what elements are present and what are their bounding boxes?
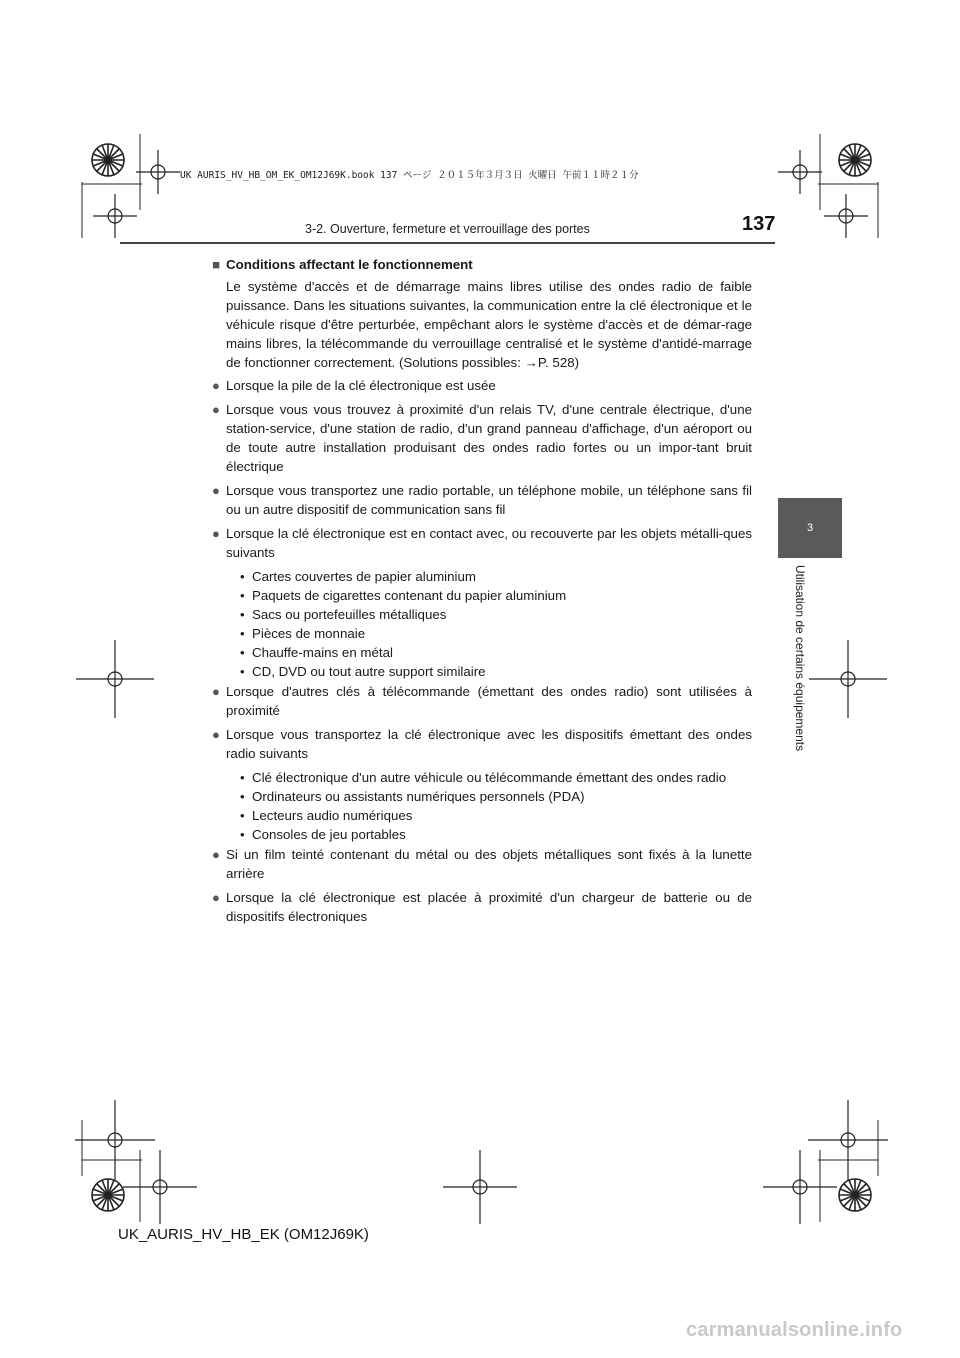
dot-bullet: • — [240, 607, 245, 622]
list-item-text: Lorsque la clé électronique est placée à proximité d'un chargeur de batterie ou de dispositifs électroniques — [226, 890, 752, 924]
section-header-title: 3-2. Ouverture, fermeture et verrouillage des portes — [305, 222, 590, 236]
dot-bullet: • — [240, 770, 245, 785]
list-item — [212, 725, 752, 763]
round-bullet-icon: ● — [212, 402, 220, 417]
square-bullet-icon: ■ — [212, 257, 221, 272]
round-bullet-icon: ● — [212, 684, 220, 699]
watermark-logo: carmanualsonline.info — [686, 1319, 903, 1341]
crosshair-mark — [763, 1150, 837, 1224]
dot-bullet: • — [240, 827, 245, 842]
sublist-item-text: Lecteurs audio numériques — [252, 808, 413, 823]
section-heading-text: Conditions affectant le fonctionnement — [226, 257, 473, 272]
crosshair-mark — [778, 150, 822, 194]
round-bullet-icon: ● — [212, 847, 220, 862]
chapter-number: 3 — [806, 522, 814, 534]
dot-bullet: • — [240, 626, 245, 641]
header-rule — [120, 242, 775, 244]
dot-bullet: • — [240, 789, 245, 804]
sublist-item — [240, 586, 752, 605]
starburst-mark-tl — [92, 144, 124, 176]
main-content — [212, 255, 752, 931]
round-bullet-icon: ● — [212, 890, 220, 905]
crosshair-mark — [824, 194, 868, 238]
page-number: 137 — [742, 213, 776, 235]
sublist-item-text: Sacs ou portefeuilles métalliques — [252, 607, 447, 622]
crosshair-mark — [93, 194, 137, 238]
round-bullet-icon: ● — [212, 378, 220, 393]
list-item-text: Lorsque vous transportez une radio portable, un téléphone mobile, un téléphone sans fil ou un autre dispositif de communication sans fil — [226, 483, 752, 517]
sublist-item-text: Consoles de jeu portables — [252, 827, 406, 842]
sublist-item — [240, 624, 752, 643]
round-bullet-icon: ● — [212, 727, 220, 742]
sublist-item-text: Pièces de monnaie — [252, 626, 366, 641]
list-item-text: Lorsque vous transportez la clé électronique avec les dispositifs émettant des ondes radio suivants — [226, 727, 752, 761]
list-item — [212, 481, 752, 519]
sublist-item — [240, 662, 752, 681]
list-item-text: Si un film teinté contenant du métal ou des objets métalliques sont fixés à la lunette arrière — [226, 847, 752, 881]
sublist-item-text: Clé électronique d'un autre véhicule ou télécommande émettant des ondes radio — [252, 770, 727, 785]
starburst-mark-tr — [839, 144, 871, 176]
starburst-mark-br — [839, 1179, 871, 1211]
crosshair-mark — [443, 1150, 517, 1224]
sublist-item — [240, 605, 752, 624]
crosshair-mark — [75, 1100, 155, 1180]
list-item — [212, 682, 752, 720]
manual-code: UK_AURIS_HV_HB_EK (OM12J69K) — [118, 1226, 369, 1243]
list-item — [212, 400, 752, 476]
chapter-tab — [778, 498, 842, 558]
dot-bullet: • — [240, 808, 245, 823]
intro-paragraph: Le système d'accès et de démarrage mains libres utilise des ondes radio de faible puissance. Dans les situations suivantes, la communication entre la clé électronique et le véhicule risque d'être perturbée, empêchant alors le système d'accès et de démar-rage mains libres, la télécommande du verrouillage centralisé et le système d'antidé-marrage de fonctionner correctement. (Solutions possibles: →P. 528) — [226, 279, 752, 370]
crosshair-mark — [809, 640, 887, 718]
list-item-text: Lorsque vous vous trouvez à proximité d'un relais TV, d'une centrale électrique, d'une station-service, d'une station de radio, d'un grand panneau d'affichage, d'un aéroport ou de toute autre installation produisant des ondes radio fortes ou un impor-tant bruit électrique — [226, 402, 752, 474]
sublist-item — [240, 643, 752, 662]
sublist-item — [240, 787, 752, 806]
sublist-item — [240, 567, 752, 586]
list-item — [212, 376, 752, 395]
starburst-mark-bl — [92, 1179, 124, 1211]
crosshair-mark — [76, 640, 154, 718]
crosshair-mark — [136, 150, 180, 194]
list-item — [212, 888, 752, 926]
dot-bullet: • — [240, 645, 245, 660]
sublist-item — [240, 768, 752, 787]
list-item-text: Lorsque d'autres clés à télécommande (émettant des ondes radio) sont utilisées à proximité — [226, 684, 752, 718]
radio-devices-sublist — [212, 768, 752, 844]
round-bullet-icon: ● — [212, 526, 220, 541]
metal-objects-sublist — [212, 567, 752, 681]
sublist-item-text: Ordinateurs ou assistants numériques personnels (PDA) — [252, 789, 585, 804]
list-item-text: Lorsque la pile de la clé électronique est usée — [226, 378, 496, 393]
dot-bullet: • — [240, 569, 245, 584]
sublist-item — [240, 825, 752, 844]
section-heading — [212, 255, 752, 274]
book-file-info: UK AURIS_HV_HB_OM_EK_OM12J69K.book 137 ページ ２０１５年３月３日 火曜日 午前１１時２１分 — [180, 170, 639, 181]
round-bullet-icon: ● — [212, 483, 220, 498]
list-item — [212, 524, 752, 562]
crosshair-mark — [123, 1150, 197, 1224]
sublist-item-text: Paquets de cigarettes contenant du papier aluminium — [252, 588, 567, 603]
list-item — [212, 845, 752, 883]
sublist-item — [240, 806, 752, 825]
dot-bullet: • — [240, 664, 245, 679]
chapter-side-title: Utilisation de certains équipements — [793, 565, 807, 752]
list-item-text: Lorsque la clé électronique est en contact avec, ou recouverte par les objets métalli-ques suivants — [226, 526, 752, 560]
sublist-item-text: Chauffe-mains en métal — [252, 645, 393, 660]
sublist-item-text: Cartes couvertes de papier aluminium — [252, 569, 476, 584]
dot-bullet: • — [240, 588, 245, 603]
sublist-item-text: CD, DVD ou tout autre support similaire — [252, 664, 486, 679]
